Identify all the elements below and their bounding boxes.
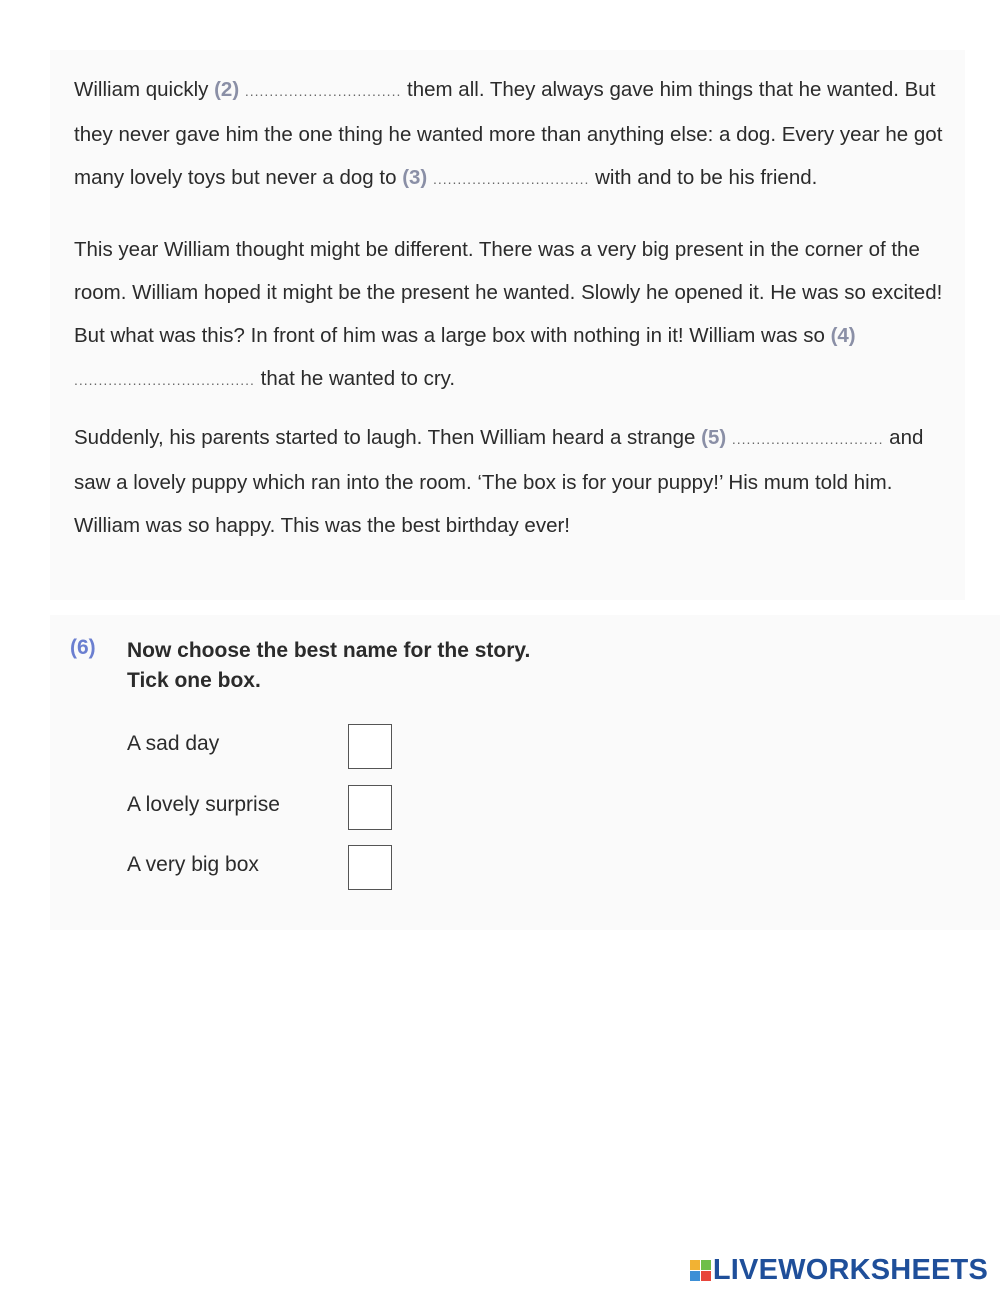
option-label: A very big box	[127, 853, 259, 876]
gap-3-blank[interactable]: ................................	[432, 171, 590, 187]
question-prompt	[127, 636, 530, 696]
logo-square-icon	[701, 1271, 711, 1281]
tick-box-very-big-box[interactable]	[348, 845, 392, 890]
gap-number-4: (4)	[830, 324, 856, 347]
question-instruction: Now choose the best name for the story.	[127, 639, 531, 662]
option-sad-day	[127, 724, 427, 772]
story-paragraph-1	[74, 68, 959, 201]
option-label: A sad day	[127, 732, 220, 755]
brand-wordmark: LIVEWORKSHEETS	[712, 1254, 988, 1286]
tick-box-lovely-surprise[interactable]	[348, 785, 392, 830]
option-label: A lovely surprise	[127, 793, 280, 816]
story-paragraph-3	[74, 416, 959, 547]
gap-number-5: (5)	[701, 426, 727, 449]
question-number: (6)	[70, 636, 96, 659]
story-text-segment: This year William thought might be different. There was a very big present in the corner of the room. William hoped it might be the present he wanted. Slowly he opened it. He was so excited! But what was this? In front of him was a large box with nothing in it! William was so	[74, 238, 943, 347]
story-text-segment: with and to be his friend.	[589, 166, 818, 189]
option-very-big-box	[127, 845, 427, 893]
logo-square-icon	[690, 1271, 700, 1281]
story-text-segment: and saw a lovely puppy which ran into the room. ‘The box is for your puppy!’ His mum told him. William was so happy. This was the best birthday ever!	[74, 426, 924, 537]
gap-number-3: (3)	[402, 166, 428, 189]
logo-grid-icon	[690, 1260, 711, 1281]
story-text-segment: Suddenly, his parents started to laugh. Then William heard a strange	[74, 426, 702, 449]
gap-2-blank[interactable]: ................................	[244, 83, 402, 99]
gap-number-2: (2)	[214, 78, 240, 101]
question-subinstruction: Tick one box.	[127, 669, 261, 692]
logo-square-icon	[690, 1260, 700, 1270]
story-text	[74, 68, 959, 547]
story-text-segment: William quickly	[74, 78, 215, 101]
story-text-segment: that he wanted to cry.	[254, 367, 456, 390]
story-paragraph-2	[74, 228, 959, 402]
gap-4-blank[interactable]: .....................................	[74, 372, 255, 388]
story-text-segment: them all. They always gave him things that he wanted. But they never gave him the one thing he wanted more than anything else: a dog. Every year he got many lovely toys but never a dog to	[74, 78, 943, 189]
option-lovely-surprise	[127, 785, 427, 833]
liveworksheets-logo	[690, 1254, 988, 1287]
logo-square-icon	[701, 1260, 711, 1270]
tick-box-sad-day[interactable]	[348, 724, 392, 769]
gap-5-blank[interactable]: ...............................	[731, 431, 884, 447]
